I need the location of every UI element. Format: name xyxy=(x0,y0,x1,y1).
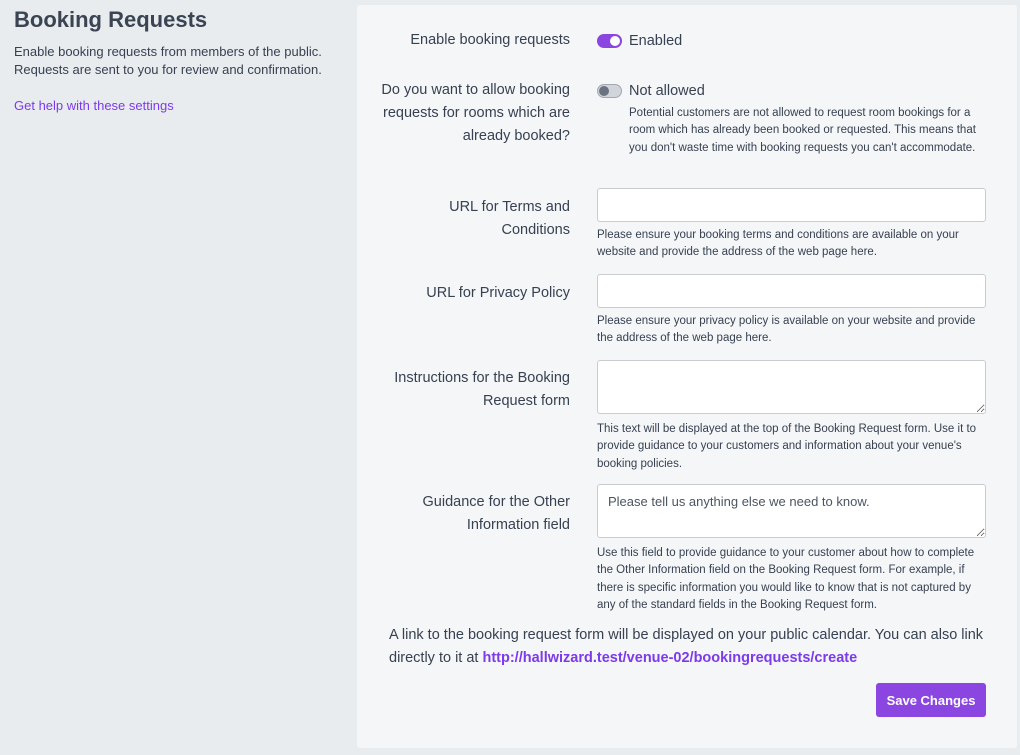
sidebar xyxy=(14,6,344,113)
footer-text: A link to the booking request form will be displayed on your public calendar. You can also link directly to it at xyxy=(389,627,984,666)
enable-label: Enable booking requests xyxy=(410,32,570,48)
terms-url-description: Please ensure your booking terms and conditions are available on your website and provide the address of the web page here. xyxy=(597,229,959,259)
privacy-url-input[interactable] xyxy=(597,274,986,308)
booking-form-link[interactable]: http://hallwizard.test/venue-02/bookingrequests/create xyxy=(482,650,858,666)
footer-note xyxy=(389,624,999,670)
intro-text: Enable booking requests from members of the public. Requests are sent to you for review and confirmation. xyxy=(14,44,322,77)
other-info-textarea[interactable] xyxy=(597,484,986,538)
allow-booked-label: Do you want to allow booking requests for rooms which are already booked? xyxy=(381,82,570,144)
instructions-description: This text will be displayed at the top of the Booking Request form. Use it to provide guidance to your customers and information about your venue's booking policies. xyxy=(597,423,977,470)
allow-booked-description: Potential customers are not allowed to request room bookings for a room which has already been booked or requested. This means that you don't waste time with booking requests you can't accommodate. xyxy=(629,107,976,154)
privacy-url-description: Please ensure your privacy policy is available on your website and provide the address of the web page here. xyxy=(597,315,976,345)
help-link[interactable]: Get help with these settings xyxy=(14,98,174,113)
page-title: Booking Requests xyxy=(14,7,208,32)
privacy-url-label: URL for Privacy Policy xyxy=(426,285,570,301)
terms-url-label: URL for Terms and Conditions xyxy=(449,199,570,238)
other-info-label: Guidance for the Other Information field xyxy=(422,494,570,533)
instructions-label: Instructions for the Booking Request form xyxy=(394,370,570,409)
toggle-knob xyxy=(599,86,609,96)
enable-status: Enabled xyxy=(629,32,683,49)
settings-panel xyxy=(357,5,1017,748)
toggle-knob xyxy=(610,36,620,46)
other-info-description: Use this field to provide guidance to your customer about how to complete the Other Information field on the Booking Request form. For example, if there is specific information you would like to know that is not captured by any of the standard fields in the Booking Request form. xyxy=(597,547,975,611)
allow-booked-status: Not allowed xyxy=(629,82,705,99)
terms-url-input[interactable] xyxy=(597,188,986,222)
enable-toggle[interactable] xyxy=(597,34,622,48)
save-button[interactable]: Save Changes xyxy=(876,683,986,717)
allow-booked-toggle[interactable] xyxy=(597,84,622,98)
instructions-textarea[interactable] xyxy=(597,360,986,414)
